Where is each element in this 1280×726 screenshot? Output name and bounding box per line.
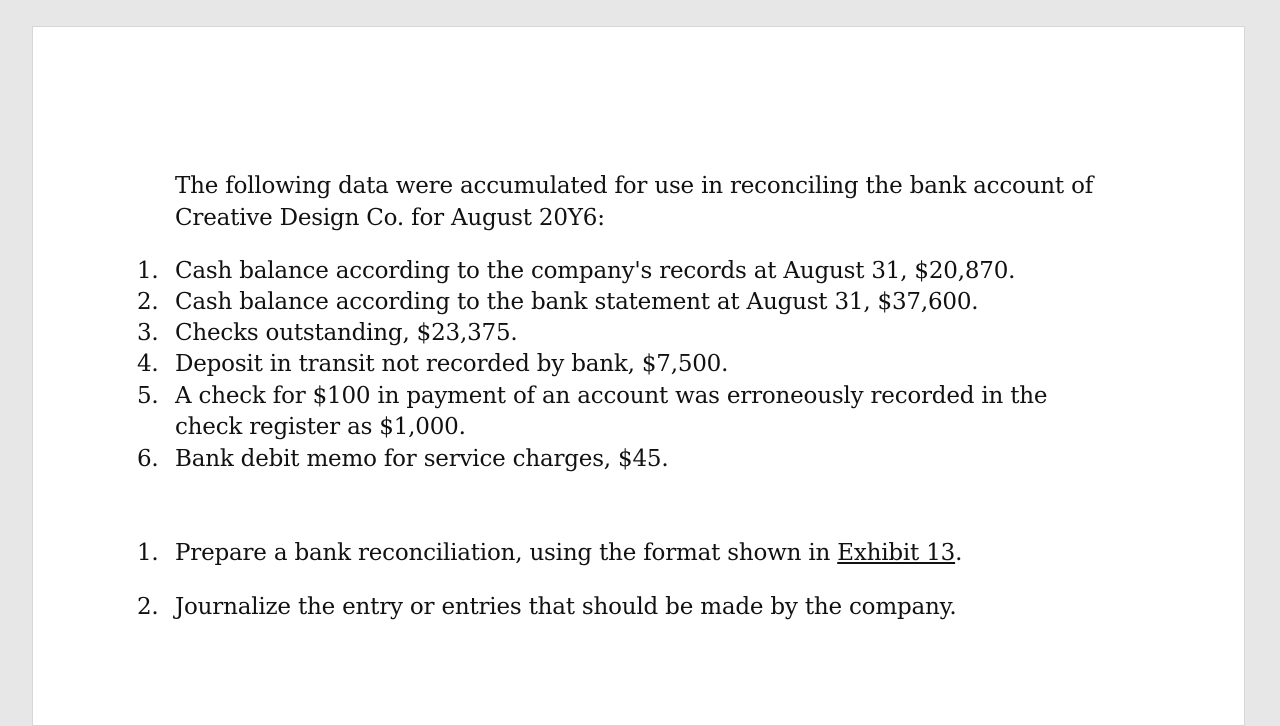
exhibit-13-link[interactable]: Exhibit 13: [837, 540, 956, 566]
list-text: check register as $1,000.: [175, 414, 466, 440]
list-number: 2.: [137, 289, 159, 315]
intro-paragraph: [175, 171, 1105, 234]
list-text: A check for $100 in payment of an account was erroneously recorded in the: [175, 383, 1048, 409]
task-text-before: Prepare a bank reconciliation, using the format shown in: [175, 540, 838, 566]
task-number: 2.: [137, 594, 159, 620]
list-text: Checks outstanding, $23,375.: [175, 320, 518, 346]
list-number: 4.: [137, 351, 159, 377]
document-page: [32, 26, 1245, 726]
list-text: Bank debit memo for service charges, $45.: [175, 446, 669, 472]
list-number: 1.: [137, 258, 159, 284]
list-number: 5.: [137, 383, 159, 409]
list-text: Cash balance according to the bank statement at August 31, $37,600.: [175, 289, 979, 315]
list-text: Deposit in transit not recorded by bank, $7,500.: [175, 351, 729, 377]
list-text: Cash balance according to the company's records at August 31, $20,870.: [175, 258, 1016, 284]
list-number: 3.: [137, 320, 159, 346]
intro-line-1: The following data were accumulated for use in reconciling the bank account of: [175, 173, 1094, 199]
task-text: Journalize the entry or entries that should be made by the company.: [175, 594, 957, 620]
task-number: 1.: [137, 540, 159, 566]
list-number: 6.: [137, 446, 159, 472]
task-text-after: .: [955, 540, 963, 566]
intro-line-2: Creative Design Co. for August 20Y6:: [175, 204, 605, 231]
task-text: [175, 538, 1075, 570]
